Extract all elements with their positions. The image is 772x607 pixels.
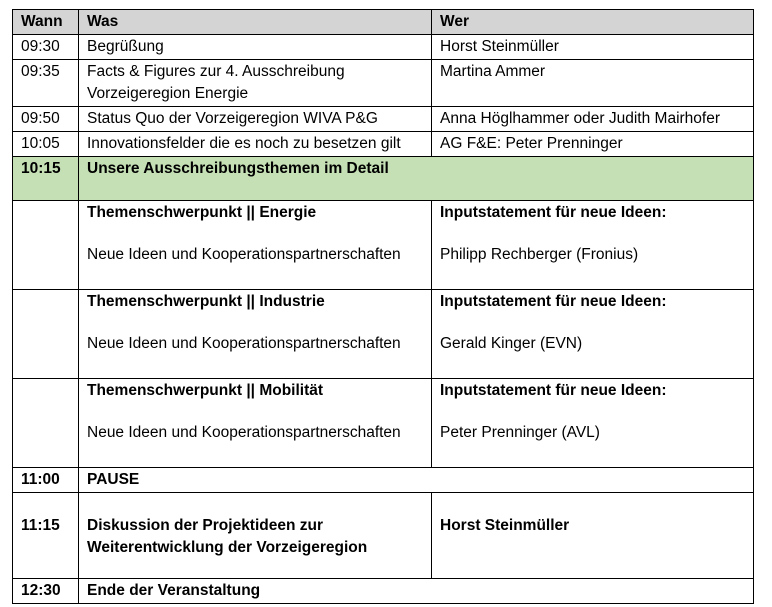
theme-row xyxy=(13,379,754,468)
end-time: 12:30 xyxy=(13,579,79,604)
header-who: Wer xyxy=(432,10,754,35)
row-who: Martina Ammer xyxy=(432,60,754,107)
row-what: Innovationsfelder die es noch zu besetzen gilt xyxy=(79,132,432,157)
end-row xyxy=(13,579,754,604)
theme-time xyxy=(13,379,79,468)
row-what: Status Quo der Vorzeigeregion WIVA P&G xyxy=(79,107,432,132)
theme-speaker: Gerald Kinger (EVN) xyxy=(440,335,583,352)
table-row xyxy=(13,107,754,132)
discussion-time: 11:15 xyxy=(13,493,79,579)
row-who: AG F&E: Peter Prenninger xyxy=(432,132,754,157)
theme-title: Themenschwerpunkt || Mobilität xyxy=(87,382,324,399)
pause-row xyxy=(13,468,754,493)
header-what: Was xyxy=(79,10,432,35)
highlight-row xyxy=(13,157,754,201)
row-who: Horst Steinmüller xyxy=(432,35,754,60)
pause-time: 11:00 xyxy=(13,468,79,493)
theme-what xyxy=(79,201,432,290)
table-row xyxy=(13,60,754,107)
theme-speaker: Philipp Rechberger (Fronius) xyxy=(440,246,639,263)
discussion-who: Horst Steinmüller xyxy=(432,493,754,579)
row-who: Anna Höglhammer oder Judith Mairhofer xyxy=(432,107,754,132)
row-time: 09:50 xyxy=(13,107,79,132)
theme-title: Themenschwerpunkt || Industrie xyxy=(87,293,325,310)
theme-time xyxy=(13,290,79,379)
highlight-time: 10:15 xyxy=(13,157,79,201)
theme-row xyxy=(13,201,754,290)
table-row xyxy=(13,132,754,157)
theme-who-label: Inputstatement für neue Ideen: xyxy=(440,382,667,399)
theme-row xyxy=(13,290,754,379)
discussion-row xyxy=(13,493,754,579)
row-what: Begrüßung xyxy=(79,35,432,60)
theme-what xyxy=(79,290,432,379)
theme-desc: Neue Ideen und Kooperationspartnerschaften xyxy=(87,424,401,441)
theme-speaker: Peter Prenninger (AVL) xyxy=(440,424,600,441)
pause-what: PAUSE xyxy=(79,468,754,493)
row-time: 10:05 xyxy=(13,132,79,157)
theme-who-label: Inputstatement für neue Ideen: xyxy=(440,204,667,221)
theme-who xyxy=(432,290,754,379)
end-what: Ende der Veranstaltung xyxy=(79,579,754,604)
highlight-what: Unsere Ausschreibungsthemen im Detail xyxy=(79,157,754,201)
table-row xyxy=(13,35,754,60)
agenda-table xyxy=(12,9,754,604)
theme-who xyxy=(432,379,754,468)
theme-desc: Neue Ideen und Kooperationspartnerschaften xyxy=(87,246,401,263)
discussion-what: Diskussion der Projektideen zur Weiterentwicklung der Vorzeigeregion xyxy=(79,493,432,579)
theme-desc: Neue Ideen und Kooperationspartnerschaften xyxy=(87,335,401,352)
row-what: Facts & Figures zur 4. Ausschreibung Vorzeigeregion Energie xyxy=(79,60,432,107)
header-when: Wann xyxy=(13,10,79,35)
header-row xyxy=(13,10,754,35)
theme-what xyxy=(79,379,432,468)
theme-who xyxy=(432,201,754,290)
theme-time xyxy=(13,201,79,290)
row-time: 09:35 xyxy=(13,60,79,107)
theme-who-label: Inputstatement für neue Ideen: xyxy=(440,293,667,310)
theme-title: Themenschwerpunkt || Energie xyxy=(87,204,317,221)
row-time: 09:30 xyxy=(13,35,79,60)
